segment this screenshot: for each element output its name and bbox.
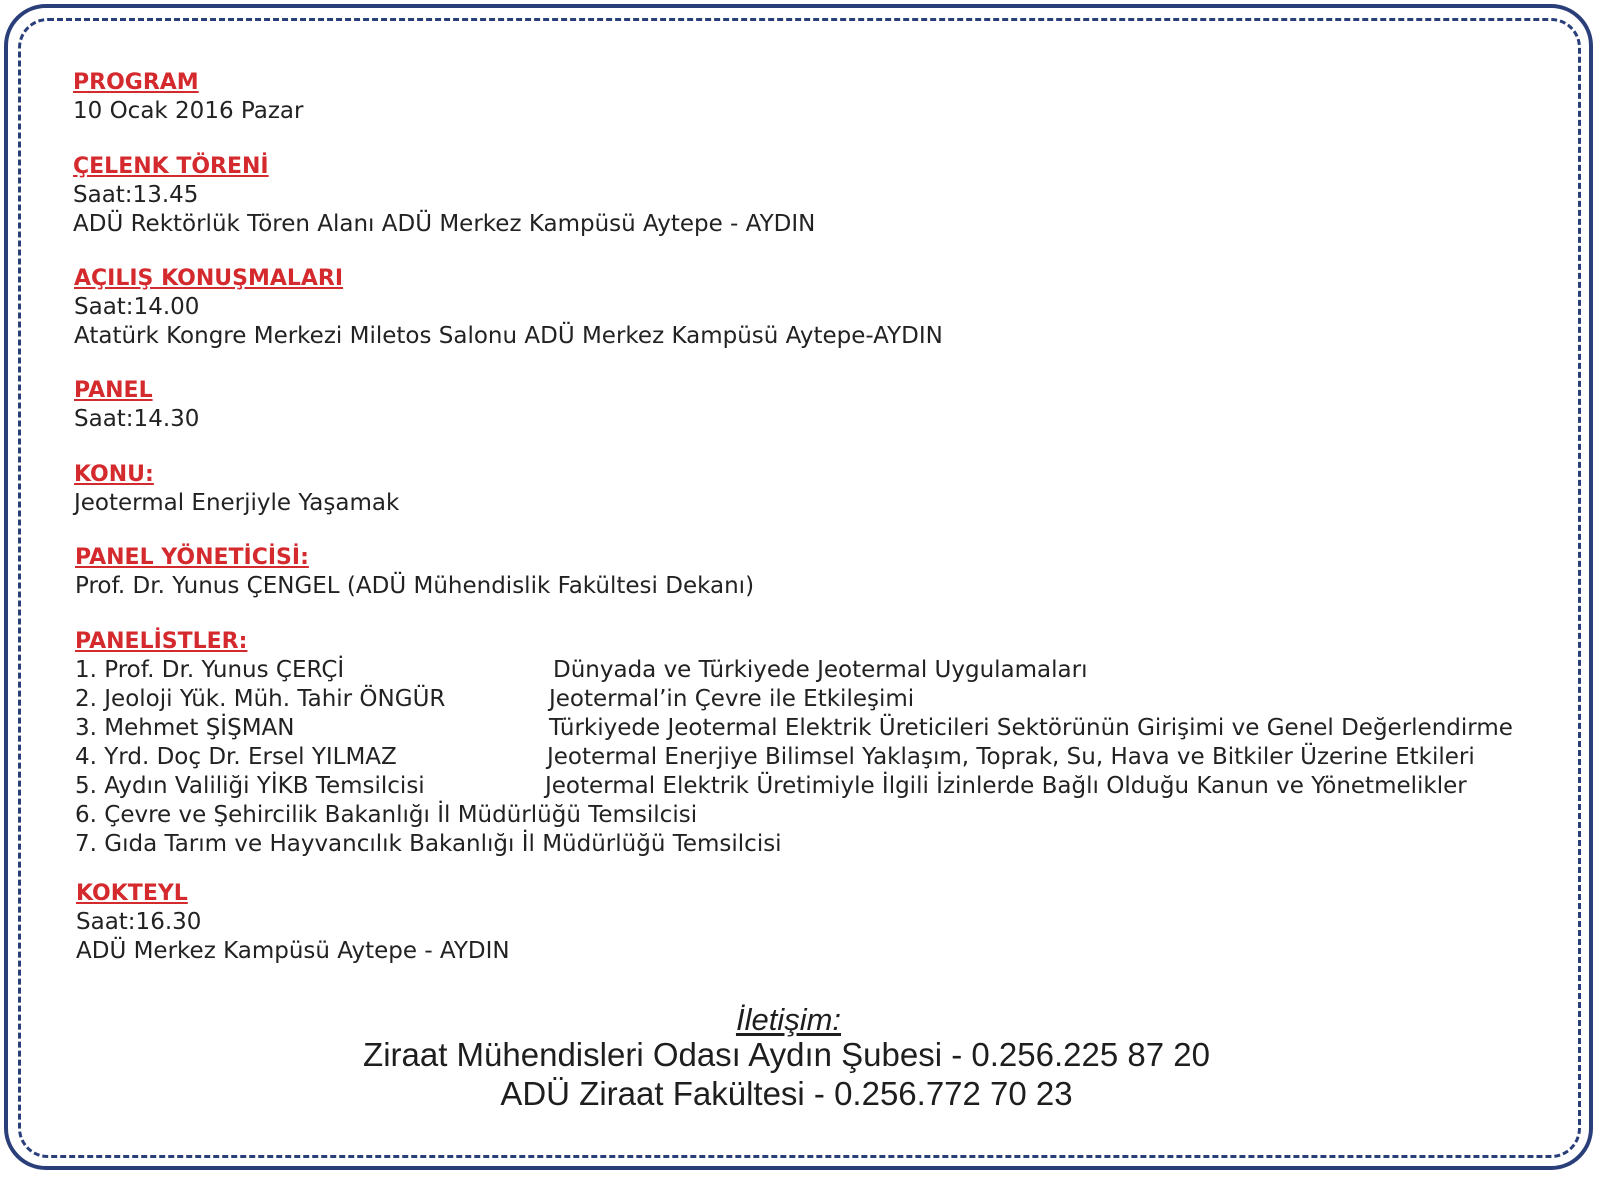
- panelist-name: 5. Aydın Valiliği YİKB Temsilcisi: [75, 773, 425, 799]
- panel-time: Saat:14.30: [74, 406, 200, 432]
- panelist-name: 2. Jeoloji Yük. Müh. Tahir ÖNGÜR: [75, 686, 446, 712]
- panelist-topic: Jeotermal’in Çevre ile Etkileşimi: [549, 686, 915, 712]
- panelist-row: [75, 772, 1467, 801]
- program-heading: PROGRAM: [73, 70, 199, 95]
- yonetici-heading: PANEL YÖNETİCİSİ:: [75, 545, 309, 570]
- contact-line-1: Ziraat Mühendisleri Odası Aydın Şubesi - 0.256.225 87 20: [363, 1036, 1210, 1073]
- panel-heading: PANEL: [74, 378, 153, 403]
- celenk-heading: ÇELENK TÖRENİ: [73, 154, 269, 179]
- panelist-row: [75, 714, 1513, 743]
- acilis-section: [74, 264, 943, 351]
- kokteyl-place: ADÜ Merkez Kampüsü Aytepe - AYDIN: [76, 938, 510, 964]
- program-date: 10 Ocak 2016 Pazar: [73, 98, 304, 124]
- panelist-row: [75, 685, 915, 714]
- panelist-row: [75, 743, 1475, 772]
- kokteyl-time: Saat:16.30: [76, 909, 202, 935]
- panel-section: [74, 376, 199, 434]
- panelist-topic: Türkiyede Jeotermal Elektrik Üreticileri Sektörünün Girişimi ve Genel Değerlendirme: [549, 715, 1513, 741]
- panelist-name: 6. Çevre ve Şehircilik Bakanlığı İl Müdürlüğü Temsilcisi: [75, 802, 698, 828]
- acilis-heading: AÇILIŞ KONUŞMALARI: [74, 266, 344, 291]
- panelist-row: [75, 830, 782, 859]
- panelist-name: 1. Prof. Dr. Yunus ÇERÇİ: [75, 657, 345, 683]
- panelist-row: [75, 801, 698, 830]
- panelist-topic: Jeotermal Elektrik Üretimiyle İlgili İzinlerde Bağlı Olduğu Kanun ve Yönetmelikler: [545, 773, 1467, 799]
- kokteyl-heading: KOKTEYL: [76, 881, 188, 906]
- acilis-place: Atatürk Kongre Merkezi Miletos Salonu ADÜ Merkez Kampüsü Aytepe-AYDIN: [74, 323, 943, 349]
- panelist-name: 3. Mehmet ŞİŞMAN: [75, 715, 295, 741]
- celenk-place: ADÜ Rektörlük Tören Alanı ADÜ Merkez Kampüsü Aytepe - AYDIN: [73, 211, 816, 237]
- kokteyl-section: [76, 879, 510, 966]
- panelist-row: [75, 656, 1088, 685]
- panelist-topic: Jeotermal Enerjiye Bilimsel Yaklaşım, Toprak, Su, Hava ve Bitkiler Üzerine Etkileri: [547, 744, 1475, 770]
- contact-title: İletişim:: [735, 1002, 842, 1037]
- contact-line-2: ADÜ Ziraat Fakültesi - 0.256.772 70 23: [500, 1075, 1073, 1112]
- yonetici-text: Prof. Dr. Yunus ÇENGEL (ADÜ Mühendislik Fakültesi Dekanı): [75, 573, 755, 599]
- panelist-topic: Dünyada ve Türkiyede Jeotermal Uygulamaları: [553, 657, 1088, 683]
- acilis-time: Saat:14.00: [74, 294, 200, 320]
- celenk-time: Saat:13.45: [73, 182, 199, 208]
- konu-section: [74, 460, 399, 518]
- program-section: [73, 68, 303, 126]
- konu-text: Jeotermal Enerjiyle Yaşamak: [74, 490, 400, 516]
- panelistler-section: [75, 627, 1513, 859]
- panelistler-heading: PANELİSTLER:: [75, 629, 248, 654]
- panelist-name: 4. Yrd. Doç Dr. Ersel YILMAZ: [75, 744, 397, 770]
- yonetici-section: [75, 543, 754, 601]
- panelist-name: 7. Gıda Tarım ve Hayvancılık Bakanlığı İl Müdürlüğü Temsilcisi: [75, 831, 782, 857]
- konu-heading: KONU:: [74, 462, 154, 487]
- celenk-section: [73, 152, 815, 239]
